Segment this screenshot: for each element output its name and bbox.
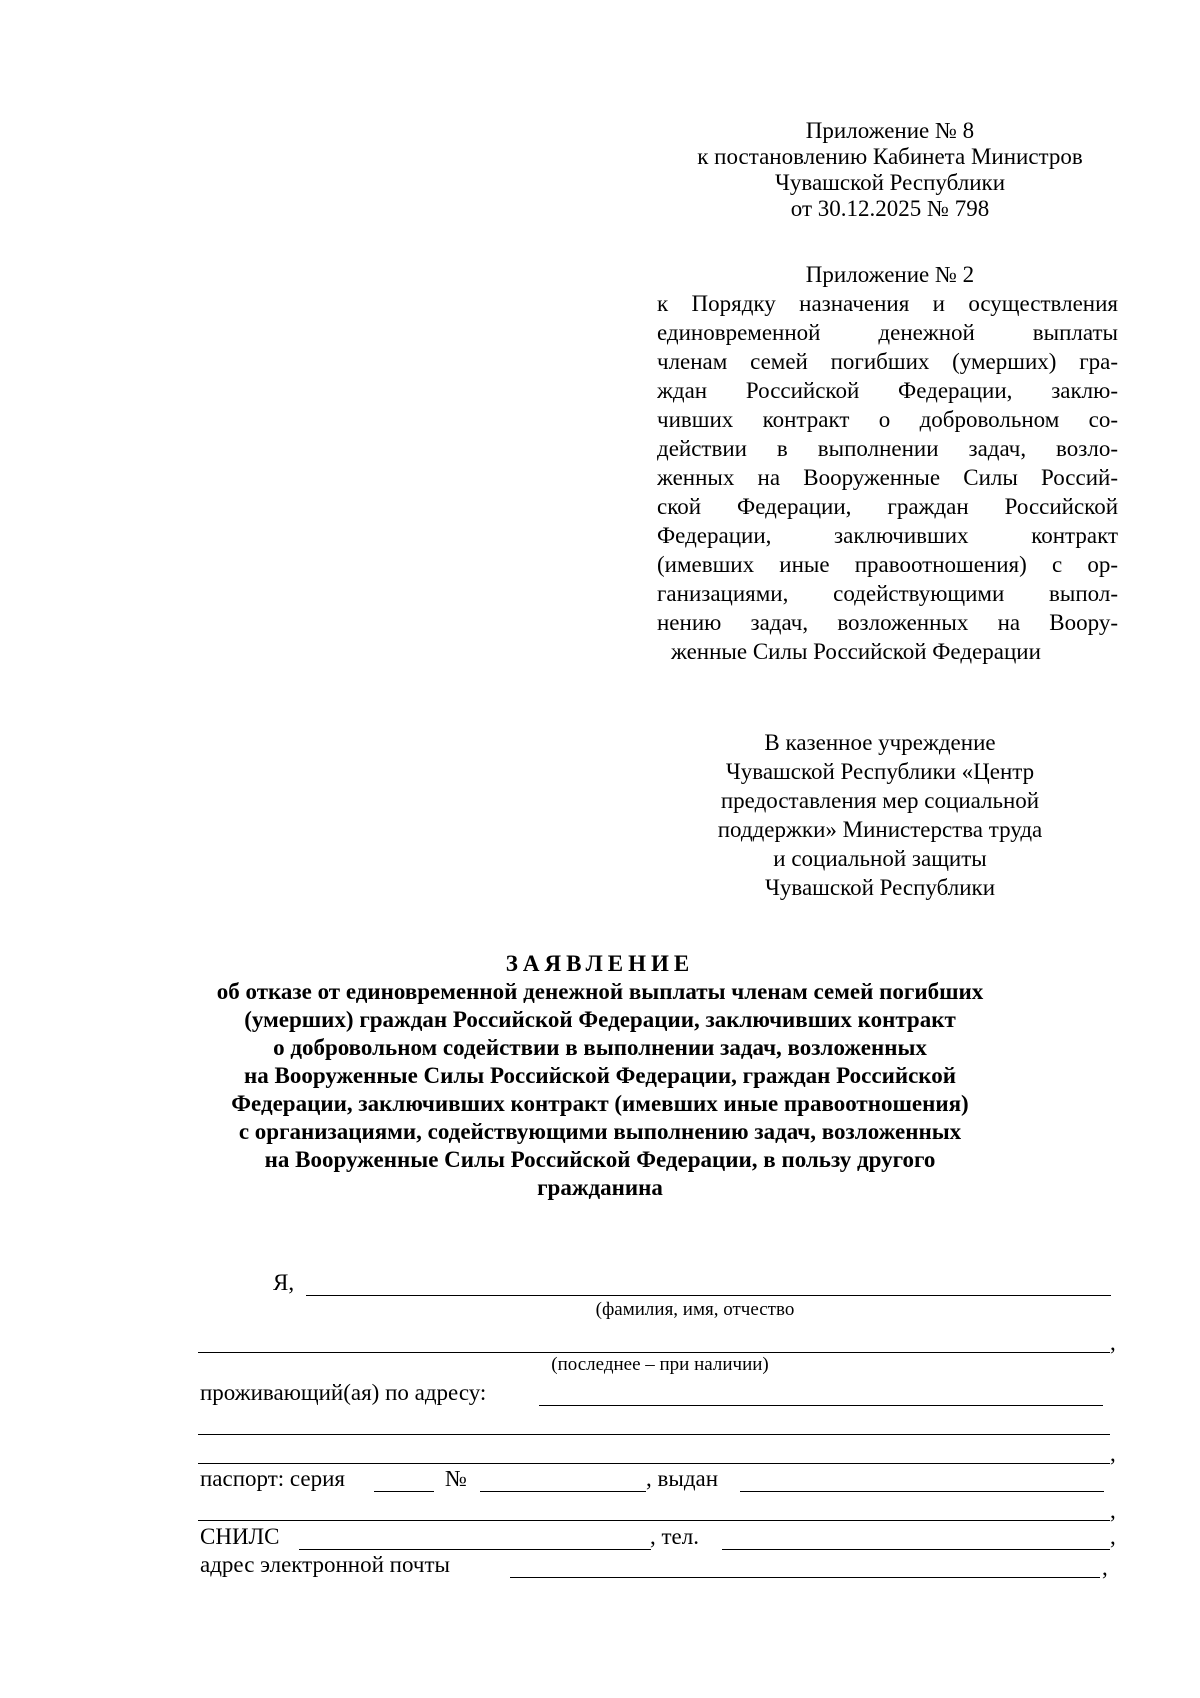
- appendix-2-title: Приложение № 2: [805, 262, 975, 287]
- addressee-line: и социальной защиты: [773, 846, 987, 871]
- issued-input-line-2[interactable]: [198, 1519, 1110, 1521]
- statement-line: о добровольном содействии в выполнении задач, возложенных: [273, 1035, 927, 1060]
- comma: ,: [1110, 1330, 1116, 1355]
- issued-input-line[interactable]: [740, 1490, 1104, 1492]
- addressee-line: предоставления мер социальной: [720, 788, 1040, 813]
- header-line: от 30.12.2025 № 798: [790, 196, 990, 221]
- appendix-line: чивших контракт о добровольном со-: [657, 407, 1118, 432]
- appendix-line: ждан Российской Федерации, заклю-: [657, 378, 1118, 403]
- address-input-line[interactable]: [539, 1404, 1103, 1406]
- snils-label: СНИЛС: [200, 1524, 280, 1549]
- fio-input-line[interactable]: [306, 1294, 1111, 1296]
- comma: ,: [1102, 1555, 1108, 1580]
- comma: ,: [1110, 1524, 1116, 1549]
- address-label: проживающий(ая) по адресу:: [200, 1380, 487, 1405]
- appendix-line: женных на Вооруженные Силы Россий-: [657, 465, 1118, 490]
- appendix-line: (имевших иные правоотношения) с ор-: [657, 552, 1118, 577]
- statement-line: (умерших) граждан Российской Федерации, заключивших контракт: [244, 1007, 956, 1032]
- passport-number-input-line[interactable]: [480, 1490, 646, 1492]
- appendix-2-text: [657, 289, 1118, 666]
- comma: ,: [1110, 1441, 1116, 1466]
- appendix-line: членам семей погибших (умерших) гра-: [657, 349, 1118, 374]
- addressee-line: В казенное учреждение: [764, 730, 996, 755]
- appendix-line: нению задач, возложенных на Воору-: [657, 610, 1118, 635]
- statement-line: на Вооруженные Силы Российской Федерации, в пользу другого: [264, 1147, 936, 1172]
- appendix-line: к Порядку назначения и осуществления: [657, 291, 1118, 316]
- passport-series-input-line[interactable]: [374, 1490, 434, 1492]
- phone-input-line[interactable]: [722, 1548, 1110, 1550]
- header-line: Чувашской Республики: [774, 170, 1006, 195]
- statement-title: ЗАЯВЛЕНИЕ: [505, 951, 695, 976]
- statement-line: гражданина: [537, 1175, 663, 1200]
- addressee-line: поддержки» Министерства труда: [717, 817, 1043, 842]
- fio-hint-2: (последнее – при наличии): [551, 1354, 769, 1375]
- addressee-block: [680, 728, 1080, 902]
- email-input-line[interactable]: [510, 1576, 1100, 1578]
- phone-label: , тел.: [650, 1524, 699, 1549]
- statement-line: Федерации, заключивших контракт (имевших иные правоотношения): [231, 1091, 969, 1116]
- issued-label: , выдан: [646, 1466, 719, 1491]
- statement-line: с организациями, содействующими выполнению задач, возложенных: [238, 1119, 962, 1144]
- address-input-line-2[interactable]: [198, 1433, 1110, 1435]
- address-input-line-3[interactable]: [198, 1462, 1110, 1464]
- i-label: Я,: [273, 1270, 295, 1295]
- fio-input-line-2[interactable]: [198, 1351, 1110, 1353]
- appendix-line: ганизациями, содействующими выпол-: [657, 581, 1118, 606]
- comma: ,: [1110, 1498, 1116, 1523]
- email-label: адрес электронной почты: [200, 1552, 450, 1577]
- snils-input-line[interactable]: [299, 1548, 651, 1550]
- statement-line: об отказе от единовременной денежной выплаты членам семей погибших: [216, 979, 984, 1004]
- appendix-line: единовременной денежной выплаты: [657, 320, 1118, 345]
- appendix-line: ской Федерации, граждан Российской: [657, 494, 1118, 519]
- addressee-line: Чувашской Республики: [764, 875, 996, 900]
- header-appendix-8: [660, 118, 1120, 222]
- appendix-line: женные Силы Российской Федерации: [671, 639, 1041, 664]
- statement-line: на Вооруженные Силы Российской Федерации, граждан Российской: [244, 1063, 956, 1088]
- header-line: к постановлению Кабинета Министров: [697, 144, 1083, 169]
- statement-block: [140, 950, 1060, 1202]
- appendix-line: действии в выполнении задач, возло-: [657, 436, 1118, 461]
- passport-label: паспорт: серия: [200, 1466, 346, 1491]
- appendix-line: Федерации, заключивших контракт: [657, 523, 1118, 548]
- addressee-line: Чувашской Республики «Центр: [725, 759, 1035, 784]
- fio-hint: (фамилия, имя, отчество: [595, 1299, 795, 1320]
- header-line: Приложение № 8: [805, 118, 975, 143]
- passport-number-label: №: [445, 1466, 467, 1491]
